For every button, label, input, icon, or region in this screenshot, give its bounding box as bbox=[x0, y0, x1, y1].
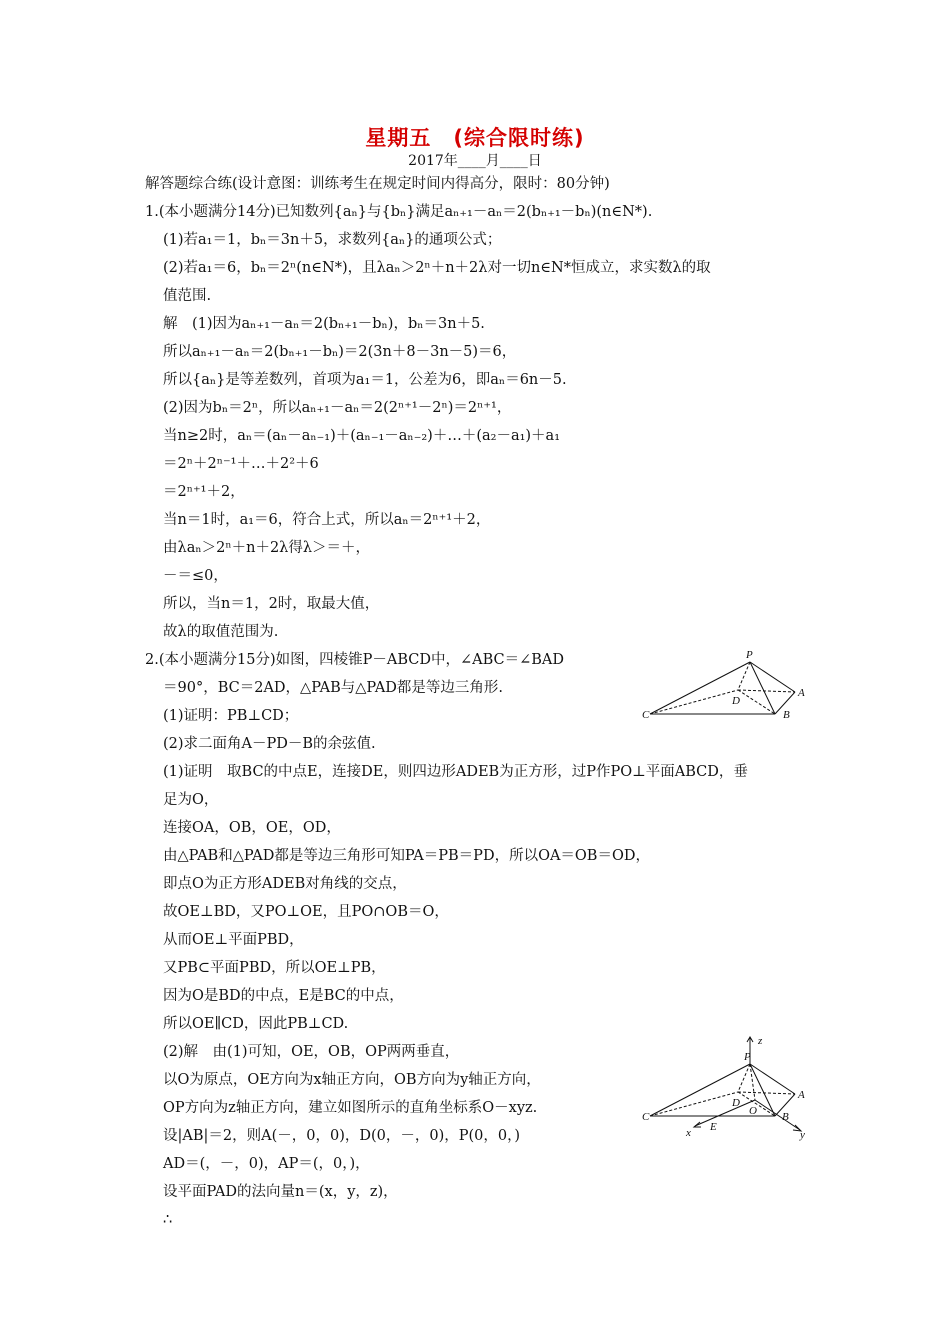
solution1-line7: ＝2ⁿ⁺¹＋2， bbox=[163, 484, 245, 500]
solution1-line8: 当n＝1时，a₁＝6，符合上式，所以aₙ＝2ⁿ⁺¹＋2， bbox=[163, 512, 491, 528]
proof-line5: 即点O为正方形ADEB对角线的交点， bbox=[163, 876, 407, 892]
proof-line1: (1)证明 取BC的中点E，连接DE，则四边形ADEB为正方形，过P作PO⊥平面ABCD，垂 bbox=[163, 764, 748, 780]
solution1-line6: ＝2ⁿ＋2ⁿ⁻¹＋…＋2²＋6 bbox=[163, 456, 319, 472]
label-C: C bbox=[642, 709, 650, 721]
solution2-line7: ∴ bbox=[163, 1212, 173, 1228]
label-x: x bbox=[686, 1127, 691, 1139]
label-A: A bbox=[798, 1089, 805, 1101]
proof-line9: 因为O是BD的中点，E是BC的中点， bbox=[163, 988, 404, 1004]
problem2-stem-line2: ＝90°，BC＝2AD，△PAB与△PAD都是等边三角形. bbox=[163, 680, 504, 696]
label-B: B bbox=[783, 709, 790, 721]
solution2-line5: AD＝(，－，0)，AP＝(，0，)， bbox=[163, 1156, 370, 1172]
date-line: 2017年____月____日 bbox=[408, 153, 542, 169]
solution1-line5: 当n≥2时，aₙ＝(aₙ－aₙ₋₁)＋(aₙ₋₁－aₙ₋₂)＋…＋(a₂－a₁)＋a₁ bbox=[163, 428, 561, 444]
proof-line2: 足为O， bbox=[163, 792, 219, 808]
solution2-line6: 设平面PAD的法向量n＝(x，y，z)， bbox=[163, 1184, 398, 1200]
solution2-line2: 以O为原点，OE方向为x轴正方向，OB方向为y轴正方向， bbox=[163, 1072, 541, 1088]
problem1-q2-line1: (2)若a₁＝6，bₙ＝2ⁿ(n∈N*)，且λaₙ＞2ⁿ＋n＋2λ对一切n∈N*恒成立，求实数λ的取 bbox=[163, 260, 711, 276]
solution1-line3: 所以{aₙ}是等差数列，首项为a₁＝1，公差为6，即aₙ＝6n－5. bbox=[163, 372, 567, 388]
label-O: O bbox=[749, 1105, 757, 1117]
proof-line10: 所以OE∥CD，因此PB⊥CD. bbox=[163, 1016, 349, 1032]
proof-line6: 故OE⊥BD，又PO⊥OE，且PO∩OB＝O， bbox=[163, 904, 449, 920]
solution1-line2: 所以aₙ₊₁－aₙ＝2(bₙ₊₁－bₙ)＝2(3n＋8－3n－5)＝6， bbox=[163, 344, 517, 360]
proof-line8: 又PB⊂平面PBD，所以OE⊥PB， bbox=[163, 960, 386, 976]
problem1-q1: (1)若a₁＝1，bₙ＝3n＋5，求数列{aₙ}的通项公式； bbox=[163, 232, 502, 248]
label-P: P bbox=[744, 1051, 751, 1063]
solution2-line1: (2)解 由(1)可知，OE，OB，OP两两垂直， bbox=[163, 1044, 460, 1060]
label-z: z bbox=[758, 1035, 763, 1047]
solution2-line3: OP方向为z轴正方向，建立如图所示的直角坐标系O－xyz. bbox=[163, 1100, 538, 1116]
label-y: y bbox=[800, 1129, 805, 1141]
proof-line7: 从而OE⊥平面PBD， bbox=[163, 932, 304, 948]
solution1-line1: 解 (1)因为aₙ₊₁－aₙ＝2(bₙ₊₁－bₙ)，bₙ＝3n＋5. bbox=[163, 316, 485, 332]
problem2-stem-line1: 2.(本小题满分15分)如图，四棱锥P－ABCD中，∠ABC＝∠BAD bbox=[145, 652, 565, 668]
solution1-line9: 由λaₙ＞2ⁿ＋n＋2λ得λ＞＝＋， bbox=[163, 540, 371, 556]
label-E: E bbox=[710, 1121, 717, 1133]
solution1-line10: －＝≤0， bbox=[163, 568, 228, 584]
problem1-stem: 1.(本小题满分14分)已知数列{aₙ}与{bₙ}满足aₙ₊₁－aₙ＝2(bₙ₊₁－bₙ)(n∈N*). bbox=[145, 204, 653, 220]
pyramid-axes-figure bbox=[640, 1034, 820, 1142]
label-B: B bbox=[782, 1111, 789, 1123]
pyramid-figure bbox=[640, 646, 820, 726]
solution1-line4: (2)因为bₙ＝2ⁿ，所以aₙ₊₁－aₙ＝2(2ⁿ⁺¹－2ⁿ)＝2ⁿ⁺¹， bbox=[163, 400, 512, 416]
label-A: A bbox=[798, 687, 805, 699]
page-title: 星期五 (综合限时练) bbox=[365, 126, 585, 150]
problem1-q2-line2: 值范围. bbox=[163, 288, 212, 304]
label-C: C bbox=[642, 1111, 650, 1123]
intro-line: 解答题综合练(设计意图：训练考生在规定时间内得高分，限时：80分钟) bbox=[145, 176, 610, 192]
proof-line4: 由△PAB和△PAD都是等边三角形可知PA＝PB＝PD，所以OA＝OB＝OD， bbox=[163, 848, 650, 864]
solution1-line12: 故λ的取值范围为. bbox=[163, 624, 279, 640]
proof-line3: 连接OA，OB，OE，OD， bbox=[163, 820, 341, 836]
solution1-line11: 所以，当n＝1，2时，取最大值， bbox=[163, 596, 380, 612]
problem2-q2: (2)求二面角A－PD－B的余弦值. bbox=[163, 736, 376, 752]
solution2-line4: 设|AB|＝2，则A(－，0，0)，D(0，－，0)，P(0，0，) bbox=[163, 1128, 521, 1144]
label-D: D bbox=[732, 695, 740, 707]
label-D: D bbox=[732, 1097, 740, 1109]
label-P: P bbox=[746, 649, 753, 661]
problem2-q1: (1)证明：PB⊥CD； bbox=[163, 708, 299, 724]
